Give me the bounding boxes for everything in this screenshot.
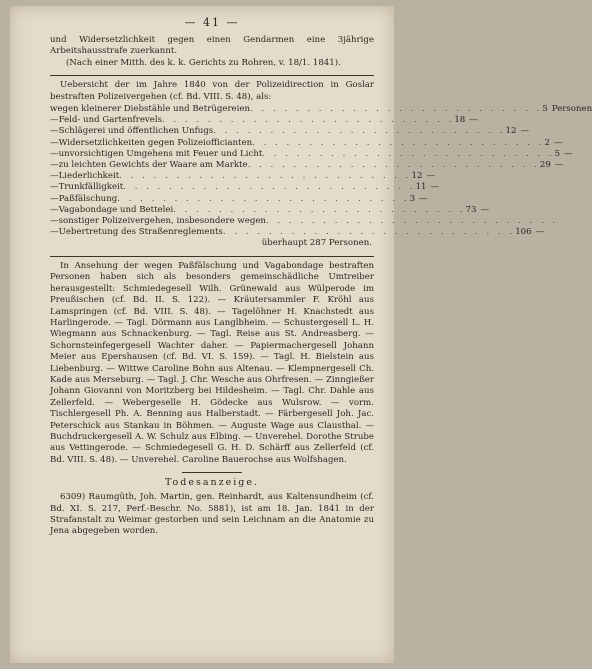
overview-row bbox=[50, 193, 428, 205]
row-lead: — bbox=[50, 227, 59, 238]
overview-row bbox=[50, 137, 563, 149]
intro-text: und Widersetzlichkeit gegen einen Gendarmen eine 3jährige Arbeitshausstrafe zuerkannt. bbox=[50, 35, 374, 57]
row-lead: — bbox=[50, 160, 59, 171]
row-lead: — bbox=[50, 216, 59, 227]
overview-row bbox=[50, 115, 478, 126]
row-leader-dots: . . . . . . . . . . . . . . . . . . . . . . . . . . bbox=[265, 216, 559, 227]
overview-row bbox=[50, 182, 440, 193]
row-label: Trunkfälligkeit bbox=[58, 182, 124, 193]
intro-source: (Nach einer Mitth. des k. k. Gerichts zu Rohren, v. 18/1. 1841). bbox=[66, 57, 341, 68]
row-leader-dots: . . . . . . . . . . . . . . . . . . . . . . . . . . bbox=[222, 227, 516, 238]
overview-row bbox=[50, 171, 436, 182]
row-value: 29 bbox=[539, 160, 551, 171]
death-notices-heading: Todesanzeige. bbox=[164, 477, 260, 489]
row-label: zu leichten Gewichts der Waare am Markte bbox=[58, 160, 248, 171]
row-leader-dots: . . . . . . . . . . . . . . . . . . . . . . . . . . bbox=[247, 160, 540, 171]
row-value: 18 bbox=[454, 115, 466, 126]
row-lead: — bbox=[50, 148, 59, 159]
row-leader-dots: . . . . . . . . . . . . . . . . . . . . . . . . . . bbox=[162, 115, 455, 126]
row-unit: — bbox=[469, 115, 478, 126]
row-label: Vagabondage und Bettelei bbox=[58, 204, 174, 215]
row-value: 12 bbox=[505, 126, 517, 137]
row-unit: — bbox=[426, 171, 436, 182]
overview-row bbox=[50, 227, 545, 238]
page-number: — 41 — bbox=[184, 16, 240, 29]
row-value: 3 bbox=[409, 193, 416, 204]
row-unit: — bbox=[535, 227, 545, 238]
row-lead: — bbox=[50, 115, 59, 126]
row-label: Feld- und Gartenfrevels bbox=[58, 115, 163, 126]
row-label: Uebertretung des Straßenreglements bbox=[58, 227, 223, 238]
overview-row bbox=[50, 216, 559, 227]
body-paragraph: In Ansehung der wegen Paßfälschung und Vagabondage bestraften Personen haben sich als besonders gemeinschädliche Umtreiber herausgestellt: Schmiedegesell Wilh. Grünewald aus Wülperode im Preußischen (cf. Bd. II. S. 122). — Kräutersammler F. Kröhl aus Lamspringen (cf. Bd. VIII. S. 48). — Tagelöhner H. Knachstedt aus Harlingerode. — Tagl. Dörmann aus Langlbheim. — Schustergesell L. H. Wiegmann aus Schnackenburg. — Tagl. Reise aus St. Andreasberg. — Schornsteinfegergesell Wachter daher. — Papiermachergesell Johann Meier aus Epershausen (cf. Bd. VI. S. 159). — Tagl. H. Bielstein aus Liebenburg. — Wittwe Caroline Bohn aus Altenau. — Klempnergesell Ch. Kade aus Merseburg. — Tagl. J. Chr. Wesche aus Ohrfresen. — Zinngießer Johann Giovanni von Moritzberg bei Hildesheim. — Tagl. Chr. Dahle aus Zellerfeld. — Webergeselle H. Gödecke aus Wulsrow. — vorm. Tischlergesell Ph. A. Benning aus Halberstadt. — Färbergesell Joh. Jac. Peterschick aus Stankau in Böhmen. — Auguste Wage aus Clausthal. — Buchdruckergesell A. W. Schulz aus Elbing. — Unverehel. Dorothe Strube aus Vettingerode. — Schmiedegesell G. H. D. Schärff aus Zellerfeld (cf. Bd. VIII. S. 48). — Unverehel. Caroline Bauerochse aus Wolfshagen. bbox=[50, 260, 374, 465]
overview-row bbox=[50, 204, 490, 216]
overview-row bbox=[50, 148, 573, 160]
row-unit: — bbox=[419, 193, 428, 204]
row-label: Schlägerei und öffentlichen Unfugs bbox=[58, 126, 214, 137]
row-value: 12 bbox=[411, 171, 423, 182]
row-label: unvorsichtigen Umgehens mit Feuer und Licht bbox=[58, 148, 263, 159]
section-divider bbox=[50, 75, 374, 76]
page-content bbox=[50, 16, 592, 538]
row-label: Paßfälschung bbox=[58, 193, 118, 204]
row-leader-dots: . . . . . . . . . . . . . . . . . . . . . . . . . . bbox=[123, 182, 416, 193]
row-leader-dots: . . . . . . . . . . . . . . . . . . . . . . . . . . bbox=[250, 104, 543, 115]
row-lead: — bbox=[50, 126, 59, 137]
row-lead: — bbox=[50, 171, 59, 182]
document-page bbox=[10, 6, 592, 663]
row-label: sonstiger Polizeivergehen, insbesondere wegen bbox=[58, 216, 266, 227]
row-leader-dots: . . . . . . . . . . . . . . . . . . . . . . . . . . bbox=[262, 148, 555, 159]
row-leader-dots: . . . . . . . . . . . . . . . . . . . . . . . . . . bbox=[173, 204, 466, 215]
row-value: 11 bbox=[415, 182, 427, 193]
overview-row bbox=[50, 104, 592, 115]
row-unit: — bbox=[554, 160, 564, 171]
death-notice-text: 6309) Raumgüth, Joh. Martin, gen. Reinhardt, aus Kaltensundheim (cf. Bd. XI. S. 217, Perf.-Beschr. No. 5881), ist am 18. Jan. 1841 in der Strafanstalt zu Weimar gestorben und sein Leichnam an die Anatomie zu Jena abgegeben worden. bbox=[50, 492, 374, 537]
row-unit: — bbox=[520, 126, 530, 137]
section-divider bbox=[50, 256, 374, 257]
row-leader-dots: . . . . . . . . . . . . . . . . . . . . . . . . . . bbox=[252, 137, 545, 148]
row-lead: — bbox=[50, 182, 59, 193]
row-leader-dots: . . . . . . . . . . . . . . . . . . . . . . . . . . bbox=[213, 126, 506, 137]
row-label: Widersetzlichkeiten gegen Polizeiofficianten bbox=[58, 137, 253, 148]
overview-table bbox=[50, 104, 592, 238]
row-unit: — bbox=[553, 137, 563, 148]
short-divider bbox=[182, 472, 242, 473]
row-value: 106 bbox=[515, 227, 532, 238]
overview-row bbox=[50, 126, 530, 137]
row-leader-dots: . . . . . . . . . . . . . . . . . . . . . . . . . . bbox=[119, 171, 412, 182]
row-value: 5 bbox=[554, 148, 561, 159]
overview-row bbox=[50, 160, 564, 171]
row-lead: — bbox=[50, 193, 59, 204]
row-value: 5 bbox=[542, 104, 548, 115]
row-value: 2 bbox=[544, 137, 550, 148]
overview-total: überhaupt 287 Personen. bbox=[261, 238, 372, 249]
row-unit: — bbox=[480, 204, 490, 215]
row-label: Liederlichkeit bbox=[58, 171, 120, 182]
row-lead: — bbox=[50, 137, 59, 148]
row-lead: — bbox=[50, 204, 59, 215]
row-leader-dots: . . . . . . . . . . . . . . . . . . . . . . . . . . bbox=[117, 193, 410, 204]
row-unit: — bbox=[430, 182, 440, 193]
row-unit: Personen bbox=[551, 104, 592, 115]
row-label: wegen kleinerer Diebstähle und Betrügereien bbox=[50, 104, 251, 115]
overview-title: Uebersicht der im Jahre 1840 von der Polizeidirection in Goslar bestraften Polizeivergehen (cf. Bd. VIII. S. 48), als: bbox=[50, 80, 374, 102]
row-unit: — bbox=[564, 148, 573, 159]
row-value: 73 bbox=[465, 204, 477, 215]
